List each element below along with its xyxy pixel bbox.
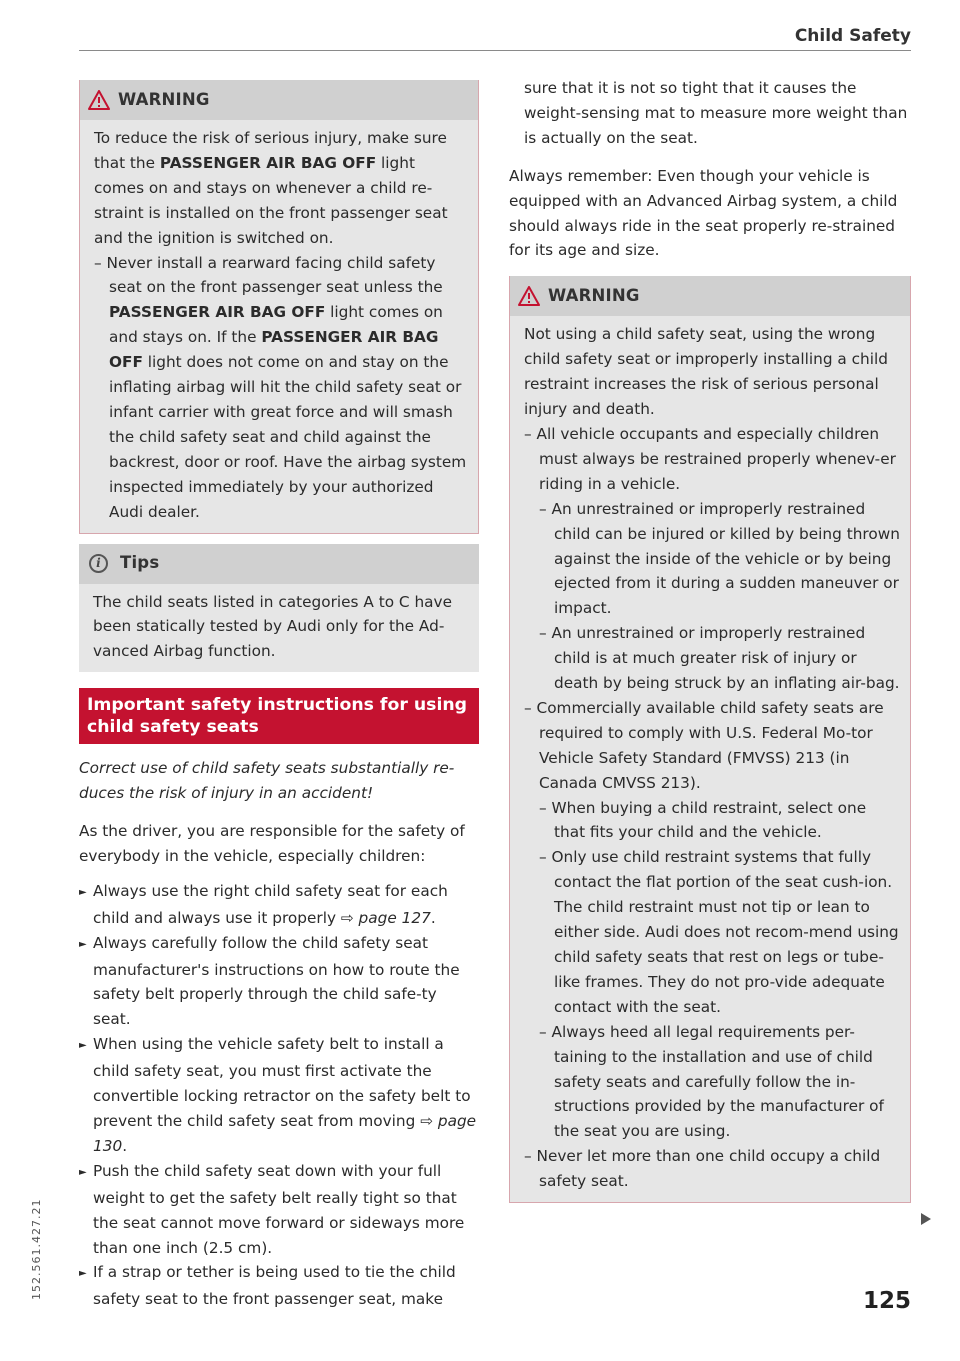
tips-header bbox=[79, 544, 479, 584]
page-number: 125 bbox=[862, 1288, 911, 1314]
right-column bbox=[509, 76, 911, 1203]
list-item: ► Always use the right child safety seat for each child and always use it properly ⇨ page 127. bbox=[79, 881, 448, 927]
warning-header bbox=[80, 80, 478, 120]
warning-triangle-icon bbox=[88, 90, 110, 110]
list-item: ► When using the vehicle safety belt to install a child safety seat, you must first activate the convertible locking retractor on the safety belt to prevent the child safety seat from moving ⇨ page 130. bbox=[79, 1035, 477, 1155]
warning-intro: Not using a child safety seat, using the wrong child safety seat or improperly installing a child restraint increases the risk of serious personal injury and death. bbox=[524, 325, 888, 419]
warning-item: – Never let more than one child occupy a child safety seat. bbox=[524, 1147, 881, 1191]
triangle-bullet-icon: ► bbox=[79, 1268, 87, 1280]
continuation-text: sure that it is not so tight that it causes the weight-sensing mat to measure more weight than is actually on the seat. bbox=[524, 79, 908, 147]
info-icon: i bbox=[89, 554, 108, 573]
left-column bbox=[79, 80, 479, 1312]
page-reference-link[interactable]: ⇨ page 130 bbox=[93, 1112, 477, 1155]
reminder-paragraph: Always remember: Even though your vehicle is equipped with an Advanced Airbag system, a child should always ride in the seat properly re-strained for its age and size. bbox=[509, 166, 898, 260]
warning-subitem: – Always heed all legal requirements per-taining to the installation and use of child safety seats and carefully follow the in-structions provided by the manufacturer of the seat you are using. bbox=[539, 1022, 884, 1141]
continue-arrow-icon bbox=[921, 1213, 931, 1225]
intro-paragraph: As the driver, you are responsible for the safety of everybody in the vehicle, especially children: bbox=[79, 822, 465, 865]
warning-bullet: – Never install a rearward facing child safety seat on the front passenger seat unless the PASSENGER AIR BAG OFF light comes on and stays on. If the PASSENGER AIR BAG OFF light does not come on and stay on the inflating airbag will hit the child safety seat or infant carrier with great force and will smash the child safety seat and child against the backrest, door or roof. Have the airbag system inspected immediately by your authorized Audi dealer. bbox=[94, 253, 467, 521]
warning-label: WARNING bbox=[548, 285, 640, 305]
triangle-bullet-icon: ► bbox=[79, 1166, 87, 1178]
warning-subitem: – An unrestrained or improperly restrained child can be injured or killed by being thrown against the inside of the vehicle or by being ejected from it during a sudden maneuver or impact. bbox=[539, 499, 900, 618]
triangle-bullet-icon: ► bbox=[79, 1040, 87, 1052]
list-item: ► Always carefully follow the child safety seat manufacturer's instructions on how to route the safety belt properly through the child safe-ty seat. bbox=[79, 933, 460, 1029]
warning-box-left bbox=[79, 80, 479, 534]
warning-subitem: – Only use child restraint systems that fully contact the flat portion of the seat cush-ion. The child restraint must not tip or lean to either side. Audi does not recom-mend using child safety seats that rest on legs or tube-like frames. They do not pro-vide adequate contact with the seat. bbox=[539, 848, 899, 1016]
warning-label: WARNING bbox=[118, 89, 210, 109]
warning-triangle-icon bbox=[518, 286, 540, 306]
page-reference-link[interactable]: ⇨ page 127 bbox=[340, 908, 431, 927]
warning-header bbox=[510, 276, 910, 316]
section-heading: Important safety instructions for using child safety seats bbox=[79, 688, 479, 744]
triangle-bullet-icon: ► bbox=[79, 886, 87, 898]
warning-body bbox=[510, 316, 910, 1202]
warning-item: – All vehicle occupants and especially children must always be restrained properly whenev-er riding in a vehicle. bbox=[524, 424, 896, 493]
tips-label: Tips bbox=[120, 553, 160, 573]
warning-subitem: – When buying a child restraint, select one that fits your child and the vehicle. bbox=[539, 798, 867, 842]
warning-box-right bbox=[509, 276, 911, 1203]
warning-intro: To reduce the risk of serious injury, make sure that the PASSENGER AIR BAG OFF light comes on and stays on whenever a child re-straint is installed on the front passenger seat and the ignition is switched on. bbox=[94, 129, 448, 247]
list-item: ► Push the child safety seat down with your full weight to get the safety belt really tight so that the seat cannot move forward or sideways more than one inch (2.5 cm). bbox=[79, 1161, 465, 1257]
triangle-bullet-icon: ► bbox=[79, 938, 87, 950]
chapter-title: Child Safety bbox=[794, 26, 911, 46]
header-rule bbox=[79, 50, 911, 51]
intro-italic: Correct use of child safety seats substantially re-duces the risk of injury in an accident! bbox=[79, 759, 455, 803]
warning-body bbox=[80, 120, 478, 533]
tips-text: The child seats listed in categories A to C have been statically tested by Audi only for the Ad-vanced Airbag function. bbox=[93, 592, 452, 661]
instruction-list bbox=[79, 879, 479, 1312]
warning-item: – Commercially available child safety seats are required to comply with U.S. Federal Mo-tor Vehicle Safety Standard (FMVSS) 213 (in Canada CMVSS 213). bbox=[524, 698, 884, 792]
list-item: ► If a strap or tether is being used to tie the child safety seat to the front passenger seat, make bbox=[79, 1263, 456, 1309]
tips-box bbox=[79, 544, 479, 673]
tips-body bbox=[79, 584, 479, 673]
document-code: 152.561.427.21 bbox=[30, 1198, 43, 1300]
warning-subitem: – An unrestrained or improperly restrained child is at much greater risk of injury or death by being struck by an inflating air-bag. bbox=[539, 624, 900, 693]
